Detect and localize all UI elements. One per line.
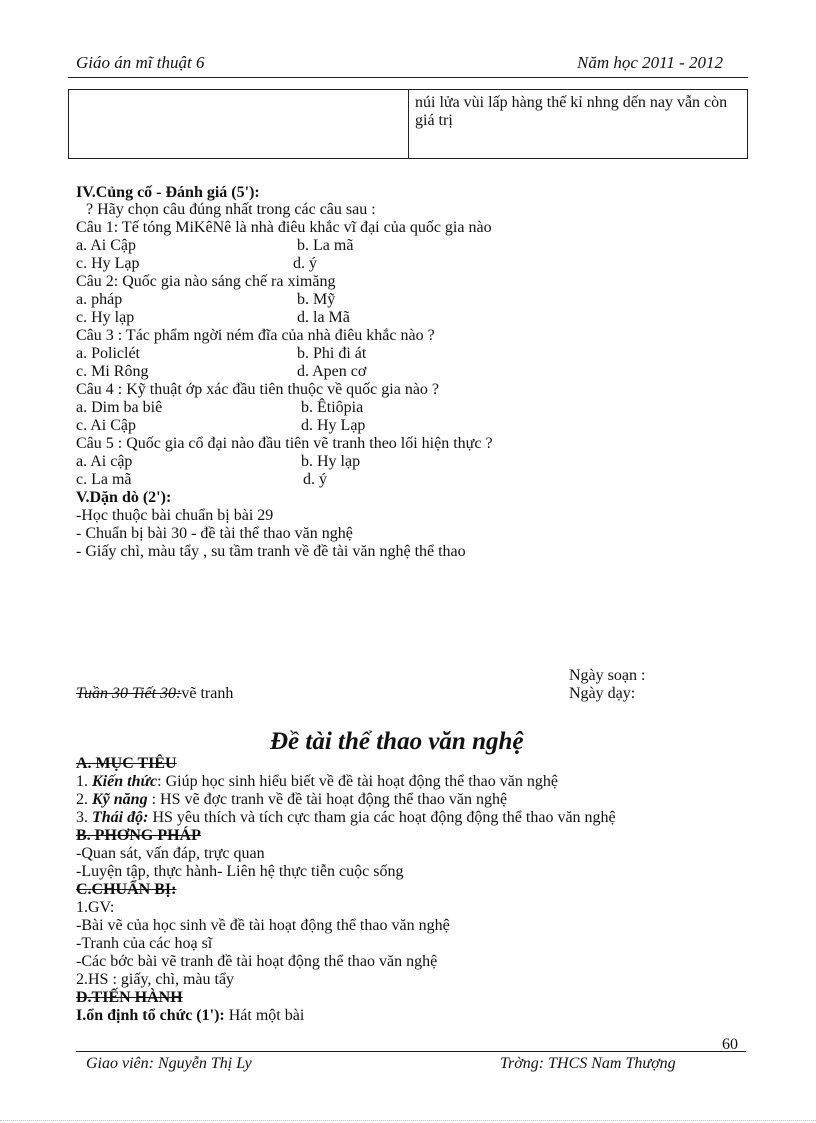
- objective-attitude: 3. Thái độ: HS yêu thích và tích cực tham gia các hoạt động động thể thao văn nghệ: [76, 809, 616, 826]
- objective-knowledge-text: : Giúp học sinh hiểu biết về đề tài hoạt động thể thao văn nghệ: [157, 773, 558, 790]
- answer-3c: c. Mi Rông: [76, 363, 149, 380]
- week-label: Tuần 30 Tiết 30:: [76, 685, 182, 702]
- header-right: Năm học 2011 - 2012: [577, 53, 724, 72]
- lesson-title: Đề tài thể thao văn nghệ: [270, 728, 524, 755]
- page-bottom-edge: [0, 1120, 816, 1121]
- footer-rule: [76, 1051, 746, 1052]
- homework-item: - Giấy chì, màu tẩy , su tầm tranh về đề tài văn nghệ thể thao: [76, 543, 466, 560]
- question-4: Câu 4 : Kỹ thuật ớp xác đầu tiên thuộc về quốc gia nào ?: [76, 381, 440, 398]
- answer-3a: a. Policlét: [76, 345, 140, 362]
- answer-5d: d. ý: [303, 471, 327, 488]
- question-5: Câu 5 : Quốc gia cổ đại nào đầu tiên vẽ tranh theo lối hiện thực ?: [76, 435, 493, 452]
- answer-4b: b. Êtiôpia: [301, 399, 364, 416]
- answer-2d: d. la Mã: [297, 309, 350, 326]
- answer-2b: b. Mỹ: [297, 291, 336, 308]
- answer-1d: d. ý: [293, 255, 317, 272]
- prep-item: -Các bớc bài vẽ tranh đề tài hoạt động thể thao văn nghệ: [76, 953, 438, 970]
- method-item: -Luyện tập, thực hành- Liên hệ thực tiễn cuộc sống: [76, 863, 404, 880]
- section-a-heading: A. MỤC TIÊU: [76, 755, 177, 772]
- review-heading: IV.Củng cố - Đánh giá (5'):: [76, 184, 260, 201]
- date-prepared: Ngày soạn :: [569, 667, 646, 684]
- stabilize-line: [76, 1007, 304, 1025]
- question-1: Câu 1: Tế tóng MiKêNê là nhà điêu khắc vĩ đại của quốc gia nào: [76, 219, 492, 236]
- header-left: Giáo án mĩ thuật 6: [76, 53, 205, 72]
- answer-1b: b. La mã: [297, 237, 354, 254]
- stabilize-text: Hát một bài: [224, 1007, 305, 1024]
- prep-item: 1.GV:: [76, 899, 115, 916]
- answer-4d: d. Hy Lạp: [301, 417, 366, 434]
- prep-item: -Bài vẽ của học sinh về đề tài hoạt động thể thao văn nghệ: [76, 917, 450, 934]
- objective-knowledge-label: Kiến thức: [92, 773, 158, 790]
- homework-heading: V.Dặn dò (2'):: [76, 489, 172, 506]
- table-cell-right: núi lửa vùi lấp hàng thế kỉ nhng dến nay vẫn còn giá trị: [415, 94, 728, 129]
- page-number: 60: [722, 1036, 738, 1053]
- answer-4c: c. Ai Cập: [76, 417, 136, 434]
- week-line: [76, 685, 233, 703]
- prep-item: -Tranh của các hoạ sĩ: [76, 935, 213, 952]
- answer-1a: a. Ai Cập: [76, 237, 136, 254]
- week-rest: vẽ tranh: [181, 685, 234, 702]
- footer-teacher: Giao viên: Nguyễn Thị Ly: [86, 1055, 252, 1072]
- header-rule: [68, 77, 748, 78]
- date-taught: Ngày dạy:: [569, 685, 636, 702]
- answer-5b: b. Hy lạp: [301, 453, 361, 470]
- footer-school: Trờng: THCS Nam Thượng: [500, 1055, 676, 1072]
- section-c-heading: C.CHUẨN BỊ:: [76, 881, 177, 898]
- prep-item: 2.HS : giấy, chì, màu tẩy: [76, 971, 235, 988]
- homework-item: -Học thuộc bài chuẩn bị bài 29: [76, 507, 274, 524]
- objective-attitude-text: HS yêu thích và tích cực tham gia các hoạt động động thể thao văn nghệ: [148, 809, 616, 826]
- question-3: Câu 3 : Tác phẩm ngời ném đĩa của nhà điêu khắc nào ?: [76, 327, 435, 344]
- answer-5a: a. Ai cập: [76, 453, 133, 470]
- section-d-heading: D.TIẾN HÀNH: [76, 989, 183, 1006]
- answer-4a: a. Dim ba biê: [76, 399, 163, 416]
- homework-item: - Chuẩn bị bài 30 - đề tài thể thao văn nghệ: [76, 525, 353, 542]
- objective-attitude-label: Thái độ:: [92, 809, 149, 826]
- answer-2c: c. Hy lạp: [76, 309, 135, 326]
- question-2: Câu 2: Quốc gia nào sáng chế ra ximăng: [76, 273, 336, 290]
- table-divider: [408, 90, 409, 158]
- objective-skill: 2. Kỹ năng : HS vẽ đợc tranh về đề tài hoạt động thể thao văn nghệ: [76, 791, 508, 808]
- answer-3b: b. Phi đi át: [297, 345, 367, 362]
- answer-2a: a. pháp: [76, 291, 123, 308]
- review-prompt: ? Hãy chọn câu đúng nhất trong các câu sau :: [86, 201, 376, 218]
- objective-skill-text: : HS vẽ đợc tranh về đề tài hoạt động thể thao văn nghệ: [147, 791, 508, 808]
- objective-skill-label: Kỹ năng: [92, 791, 148, 808]
- section-b-heading: B. PHƠNG PHÁP: [76, 827, 201, 844]
- answer-1c: c. Hy Lạp: [76, 255, 140, 272]
- objective-knowledge: 1. Kiến thức: Giúp học sinh hiểu biết về đề tài hoạt động thể thao văn nghệ: [76, 773, 558, 790]
- answer-3d: d. Apen cơ: [297, 363, 367, 380]
- content-table: [68, 89, 748, 159]
- stabilize-label: I.ổn định tổ chức (1'):: [76, 1007, 225, 1024]
- method-item: -Quan sát, vấn đáp, trực quan: [76, 845, 265, 862]
- answer-5c: c. La mã: [76, 471, 132, 488]
